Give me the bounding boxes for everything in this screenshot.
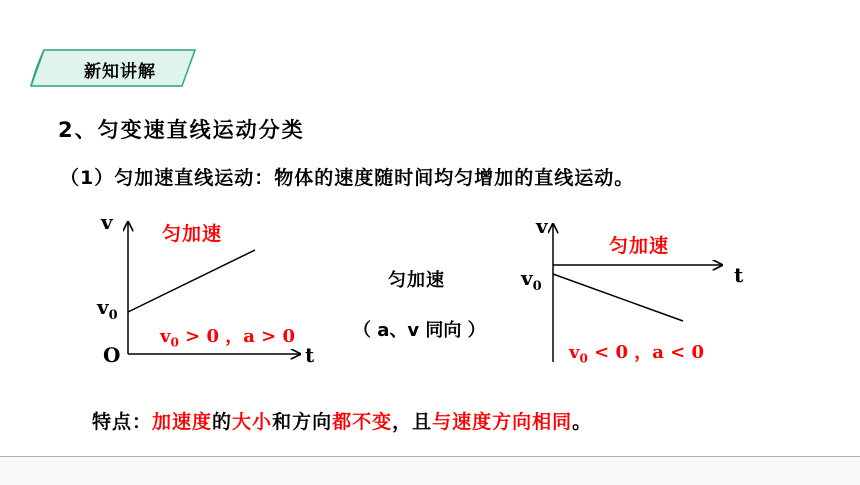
features-text: 特点：加速度的大小和方向都不变，且与速度方向相同。: [92, 411, 593, 433]
right-v0-label: $v_0$: [521, 266, 542, 294]
left-condition: $v_0 > 0$ ，a > 0: [160, 326, 296, 350]
left-velocity-line: [128, 250, 255, 312]
right-axis-v-label: v: [536, 214, 548, 238]
right-axis-t-label: t: [734, 263, 744, 287]
definition-text: （1）匀加速直线运动：物体的速度随时间均匀增加的直线运动。: [60, 167, 635, 189]
middle-label: 匀加速: [388, 270, 445, 291]
bottom-bar: [0, 456, 860, 485]
left-graph-title: 匀加速: [162, 223, 223, 245]
right-graph-title: 匀加速: [609, 235, 670, 257]
badge-label: 新知讲解: [84, 62, 156, 82]
middle-note: （ a、v 同向 ）: [353, 320, 486, 341]
right-velocity-line: [553, 274, 683, 321]
left-v0-label: $v_0$: [97, 295, 118, 323]
left-origin-label: O: [103, 343, 121, 367]
right-condition: $v_0 < 0$ ，a < 0: [569, 342, 705, 366]
section-heading: 2、匀变速直线运动分类: [58, 118, 305, 142]
left-axis-v-label: v: [101, 210, 113, 234]
left-axis-t-label: t: [305, 343, 315, 367]
